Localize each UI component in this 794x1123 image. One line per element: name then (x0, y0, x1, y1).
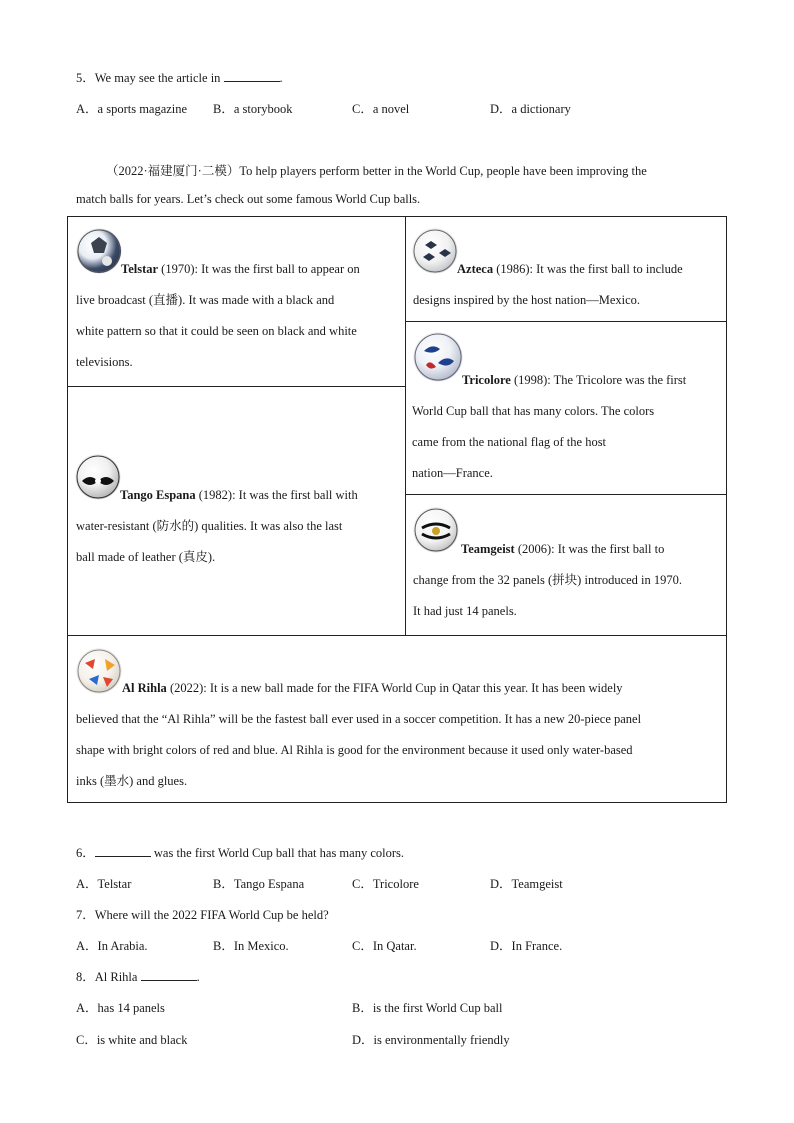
telstar-line: live broadcast (直播). It was made with a black and (76, 293, 335, 307)
telstar-line: (1970): It was the first ball to appear on (158, 262, 360, 276)
telstar-line: white pattern so that it could be seen on black and white (76, 324, 357, 338)
question-8-stem (76, 967, 200, 985)
teamgeist-line: It had just 14 panels. (413, 604, 517, 618)
answer-blank[interactable] (95, 844, 151, 857)
al-rihla-line: shape with bright colors of red and blue. Al Rihla is good for the environment because it used only water-based (76, 743, 633, 757)
q7-option-a[interactable]: A．In Arabia. (76, 939, 148, 953)
al-rihla-line: believed that the “Al Rihla” will be the fastest ball ever used in a soccer competition. It has a new 20-piece panel (76, 712, 642, 726)
al-rihla-line: inks (墨水) and glues. (76, 774, 188, 788)
q7-option-b[interactable]: B．In Mexico. (213, 939, 289, 953)
azteca-description (413, 254, 683, 316)
answer-blank[interactable] (141, 968, 197, 981)
telstar-line: televisions. (76, 355, 133, 369)
passage-intro-line1: （2022·福建厦门·二模）To help players perform better in the World Cup, people have been improving the (106, 164, 647, 178)
tricolore-line: came from the national flag of the host (412, 435, 607, 449)
q8-option-b[interactable]: B．is the first World Cup ball (352, 1001, 503, 1015)
q6-option-b[interactable]: B．Tango Espana (213, 877, 305, 891)
question-5-text: 5．We may see the article in (76, 71, 221, 85)
tricolore-name: Tricolore (462, 373, 511, 387)
question-5-stem (76, 68, 283, 86)
azteca-line: designs inspired by the host nation—Mexico. (413, 293, 641, 307)
q5-option-c[interactable]: C．a novel (352, 102, 410, 116)
tango-espana-name: Tango Espana (120, 488, 196, 502)
q8-option-d[interactable]: D．is environmentally friendly (352, 1033, 510, 1047)
question-5-suffix: . (279, 71, 283, 85)
table-divider (67, 386, 405, 387)
passage-intro-line2: match balls for years. Let’s check out some famous World Cup balls. (76, 192, 421, 206)
tricolore-line: World Cup ball that has many colors. The colors (412, 404, 655, 418)
tango-espana-line: water-resistant (防水的) qualities. It was also the last (76, 519, 343, 533)
al-rihla-description (76, 673, 641, 797)
table-divider-vertical (405, 216, 406, 635)
answer-blank[interactable] (224, 69, 280, 82)
table-divider (67, 635, 727, 636)
q7-option-c[interactable]: C．In Qatar. (352, 939, 417, 953)
table-divider (405, 321, 727, 322)
q8-option-c[interactable]: C．is white and black (76, 1033, 188, 1047)
azteca-line: (1986): It was the first ball to include (493, 262, 683, 276)
teamgeist-line: change from the 32 panels (拼块) introduced in 1970. (413, 573, 683, 587)
q8-option-a[interactable]: A．has 14 panels (76, 1001, 165, 1015)
tricolore-description (412, 365, 686, 489)
q5-option-b[interactable]: B．a storybook (213, 102, 293, 116)
question-8-text: 8．Al Rihla (76, 970, 138, 984)
question-7-stem: 7．Where will the 2022 FIFA World Cup be held? (76, 908, 329, 922)
azteca-name: Azteca (457, 262, 494, 276)
teamgeist-line: (2006): It was the first ball to (514, 542, 665, 556)
al-rihla-name: Al Rihla (122, 681, 167, 695)
teamgeist-description (413, 534, 682, 627)
teamgeist-name: Teamgeist (461, 542, 515, 556)
question-6-stem (76, 843, 404, 861)
q6-option-c[interactable]: C．Tricolore (352, 877, 419, 891)
tricolore-line: nation—France. (412, 466, 493, 480)
q7-option-d[interactable]: D．In France. (490, 939, 563, 953)
q6-option-a[interactable]: A．Telstar (76, 877, 132, 891)
q6-option-d[interactable]: D．Teamgeist (490, 877, 563, 891)
question-8-suffix: . (196, 970, 200, 984)
question-6-text: was the first World Cup ball that has many colors. (153, 846, 405, 860)
tricolore-line: (1998): The Tricolore was the first (510, 373, 687, 387)
tango-espana-line: (1982): It was the first ball with (195, 488, 358, 502)
q5-option-a[interactable]: A．a sports magazine (76, 102, 188, 116)
tango-espana-line: ball made of leather (真皮). (76, 550, 216, 564)
telstar-description (76, 254, 360, 378)
question-6-number: 6． (76, 846, 95, 860)
q5-option-d[interactable]: D．a dictionary (490, 102, 571, 116)
al-rihla-line: (2022): It is a new ball made for the FIFA World Cup in Qatar this year. It has been widely (166, 681, 623, 695)
table-divider (405, 494, 727, 495)
tango-espana-description (76, 480, 358, 573)
telstar-name: Telstar (121, 262, 159, 276)
